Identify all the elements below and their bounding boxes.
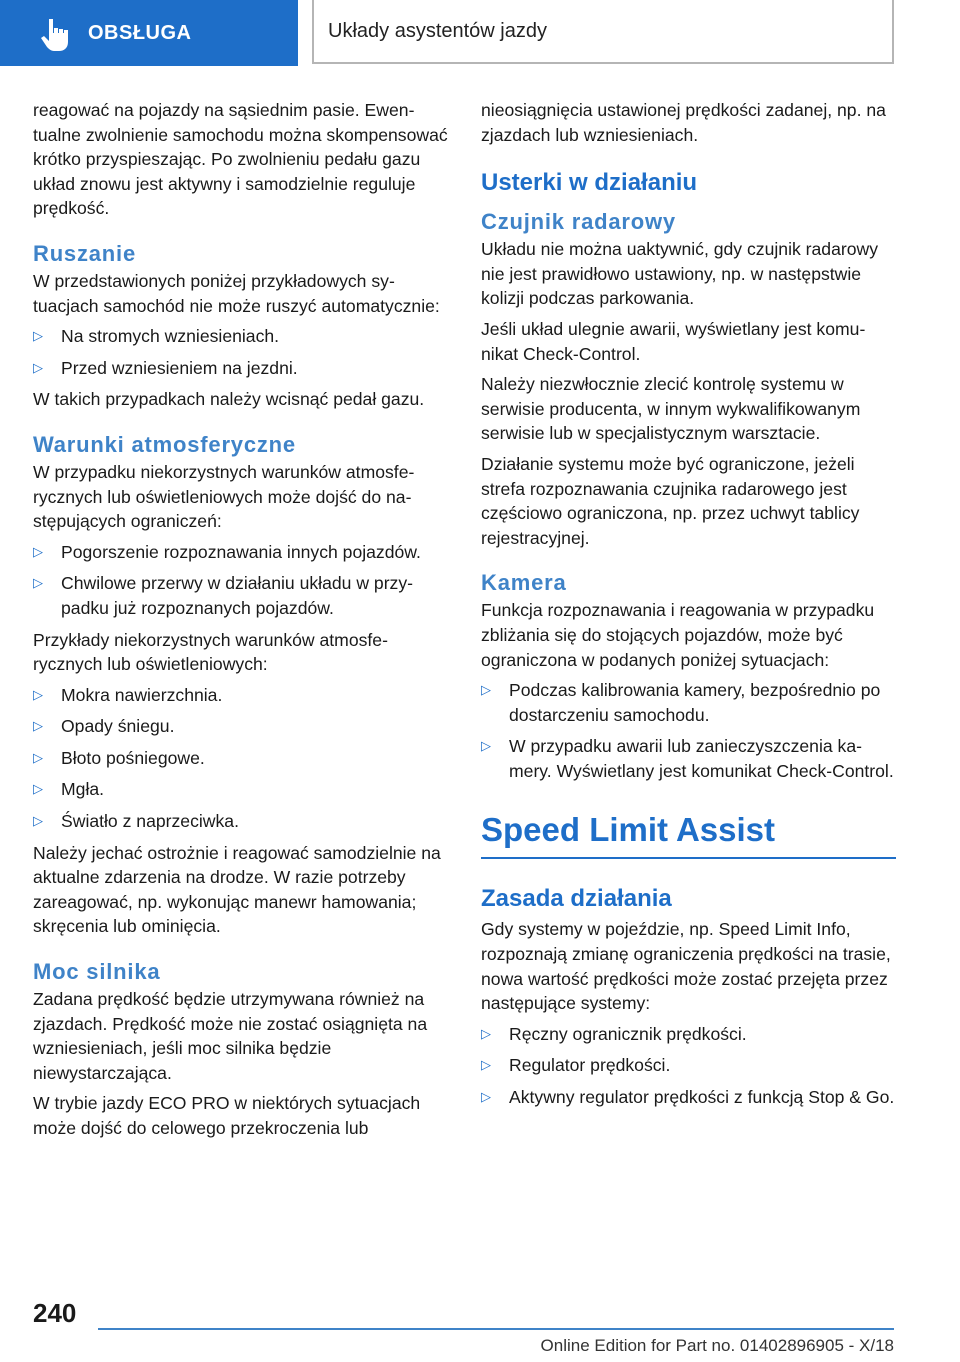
triangle-bullet-icon: ▷ (481, 738, 491, 754)
list-item: ▷ Opady śniegu. (33, 714, 448, 739)
triangle-bullet-icon: ▷ (33, 686, 43, 702)
heading-ruszanie: Ruszanie (33, 240, 136, 266)
hand-pointer-icon (36, 15, 72, 51)
paragraph: Działanie systemu może być ograniczone, jeżeli strefa rozpoznawania czujnika radarowego jest częściowo ograniczona, np. przez uchwyt tablicy rejestracyjnej. (481, 453, 860, 548)
bullet-list (33, 683, 448, 834)
page-number: 240 (33, 1298, 77, 1328)
list-item: ▷ Mgła. (33, 777, 448, 802)
heading-czujnik-radarowy: Czujnik radarowy (481, 209, 676, 235)
list-item: ▷ Aktywny regulator prędkości z funkcją Stop & Go. (481, 1085, 896, 1110)
paragraph: Przykłady niekorzystnych warunków atmosferycznych lub oświetleniowych: (33, 629, 388, 675)
triangle-bullet-icon: ▷ (33, 749, 43, 765)
footer-divider (98, 1328, 894, 1330)
list-item: ▷ Błoto pośniegowe. (33, 746, 448, 771)
paragraph: reagować na pojazdy na sąsiednim pasie. Ewentualne zwolnienie samochodu można skompensować krótko przyspieszając. Po zwolnieniu pedału gazu układ znowu jest aktywny i samodzielnie reguluje prędkość. (33, 100, 448, 219)
list-item: ▷ Na stromych wzniesieniach. (33, 324, 448, 349)
paragraph: W takich przypadkach należy wcisnąć pedał gazu. (33, 389, 425, 410)
paragraph: Układu nie można uaktywnić, gdy czujnik radarowy nie jest prawidłowo ustawiony, np. w następstwie kolizji podczas parkowania. (481, 239, 879, 309)
triangle-bullet-icon: ▷ (481, 682, 491, 698)
bullet-list (33, 540, 448, 621)
paragraph: Jeśli układ ulegnie awarii, wyświetlany jest komunikat Check-Control. (481, 318, 866, 364)
paragraph: W przypadku niekorzystnych warunków atmosferycznych lub oświetleniowych może dojść do następujących ograniczeń: (33, 461, 415, 532)
triangle-bullet-icon: ▷ (33, 359, 43, 375)
triangle-bullet-icon: ▷ (33, 328, 43, 344)
section-tab (0, 0, 298, 66)
page-header (0, 0, 960, 66)
triangle-bullet-icon: ▷ (33, 543, 43, 559)
heading-speed-limit-assist: Speed Limit Assist (481, 809, 896, 859)
triangle-bullet-icon: ▷ (33, 813, 43, 829)
paragraph: Zadana prędkość będzie utrzymywana również na zjazdach. Prędkość może nie zostać osiągnięta na wzniesieniach, jeśli moc silnika będzie niewystarczająca. (33, 989, 428, 1083)
list-item: ▷ Chwilowe przerwy w działaniu układu w przypadku już rozpoznanych pojazdów. (33, 573, 414, 618)
triangle-bullet-icon: ▷ (481, 1025, 491, 1041)
triangle-bullet-icon: ▷ (481, 1089, 491, 1105)
triangle-bullet-icon: ▷ (481, 1057, 491, 1073)
triangle-bullet-icon: ▷ (33, 575, 43, 591)
list-item: ▷ Regulator prędkości. (481, 1053, 896, 1078)
triangle-bullet-icon: ▷ (33, 718, 43, 734)
paragraph: Należy jechać ostrożnie i reagować samodzielnie na aktualne zdarzenia na drodze. W razie potrzeby zareagować, np. wykonując manewr hamowania; skręcenia lub ominięcia. (33, 842, 441, 937)
chapter-title: Układy asystentów jazdy (312, 0, 894, 64)
paragraph: W trybie jazdy ECO PRO w niektórych sytuacjach może dojść do celowego przekroczenia lub (33, 1093, 421, 1138)
paragraph: nieosiągnięcia ustawionej prędkości zadanej, np. na zjazdach lub wzniesieniach. (481, 100, 886, 145)
list-item: ▷ Podczas kalibrowania kamery, bezpośrednio po dostarczeniu samochodu. (481, 680, 881, 725)
list-item: ▷ Mokra nawierzchnia. (33, 683, 448, 708)
bullet-list (33, 324, 448, 380)
heading-usterki: Usterki w działaniu (481, 169, 698, 197)
left-column (33, 98, 448, 1147)
paragraph: W przedstawionych poniżej przykładowych sytuacjach samochód nie może ruszyć automatycznie: (33, 270, 440, 316)
paragraph: Funkcja rozpoznawania i reagowania w przypadku zbliżania się do stojących pojazdów, może być ograniczona w podanych poniżej sytuacjach: (481, 600, 875, 670)
list-item: ▷ Ręczny ogranicznik prędkości. (481, 1022, 896, 1047)
right-column (481, 98, 896, 1117)
triangle-bullet-icon: ▷ (33, 781, 43, 797)
list-item: ▷ W przypadku awarii lub zanieczyszczenia kamery. Wyświetlany jest komunikat Check-Control. (481, 736, 894, 781)
paragraph: Gdy systemy w pojeździe, np. Speed Limit Info, rozpoznają zmianę ograniczenia prędkości na trasie, nowa wartość prędkości może zostać przejęta przez następujące systemy: (481, 919, 891, 1014)
heading-kamera: Kamera (481, 570, 567, 596)
heading-zasada-dzialania: Zasada działania (481, 885, 672, 913)
section-label: OBSŁUGA (88, 21, 192, 44)
bullet-list (481, 1022, 896, 1110)
paragraph: Należy niezwłocznie zlecić kontrolę systemu w serwisie producenta, w innym wykwalifikowanym serwisie lub w specjalistycznym warsztacie. (481, 374, 861, 444)
heading-warunki: Warunki atmosferyczne (33, 431, 296, 457)
list-item: ▷ Przed wzniesieniem na jezdni. (33, 356, 448, 381)
heading-moc-silnika: Moc silnika (33, 959, 161, 985)
edition-info: Online Edition for Part no. 01402896905 - X/18 (540, 1336, 894, 1355)
list-item: ▷ Pogorszenie rozpoznawania innych pojazdów. (33, 540, 448, 565)
list-item: ▷ Światło z naprzeciwka. (33, 809, 448, 834)
bullet-list (481, 678, 896, 783)
